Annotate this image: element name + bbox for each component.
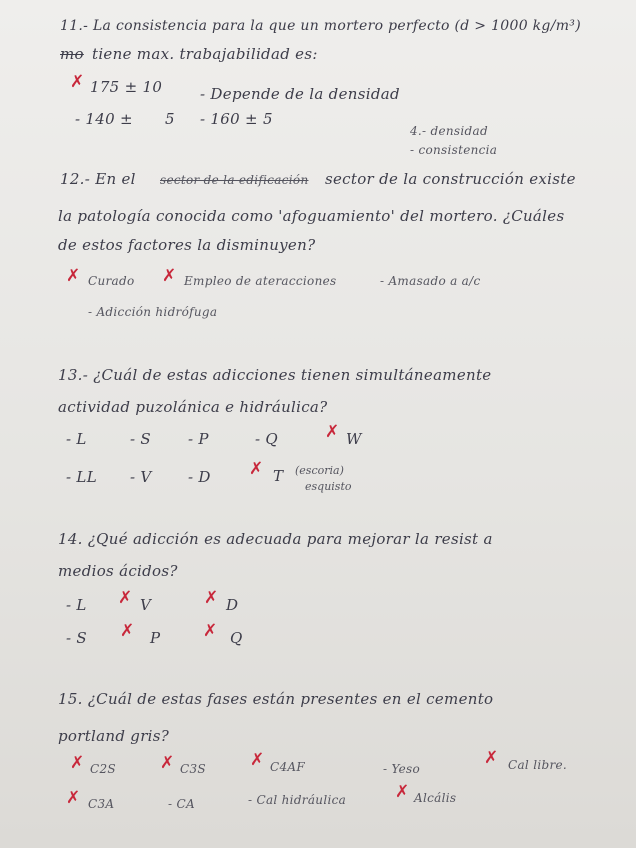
q15-alcalis-cross: ✗ (395, 782, 410, 802)
q11-opt1-note: - Depende de la densidad (200, 85, 400, 103)
q14-row1-l: - L (66, 596, 87, 614)
q13-row2-v: - V (130, 468, 152, 486)
q11-note1: 4.- densidad (410, 124, 488, 138)
q11-line2-struck: mo (60, 45, 84, 63)
q13-row2-ll: - LL (66, 468, 97, 486)
q15-line2: portland gris? (58, 727, 170, 745)
q14-p-cross: ✗ (120, 621, 135, 641)
q14-row2-s: - S (66, 629, 88, 647)
q12-opt2-cross: ✗ (162, 266, 177, 286)
q12-line1-a: 12.- En el (60, 170, 136, 188)
q12-line3: de estos factores la disminuyen? (58, 236, 316, 254)
q15-line1: 15. ¿Cuál de estas fases están presentes en el cemento (58, 690, 494, 708)
q12-opt4: - Adicción hidrófuga (88, 305, 218, 319)
q15-yeso: - Yeso (383, 762, 421, 776)
q11-opt2: - 140 ± (75, 110, 133, 128)
q15-c2s-cross: ✗ (70, 753, 85, 773)
q15-c4af: C4AF (270, 760, 306, 774)
q14-d-cross: ✗ (204, 588, 219, 608)
q13-row2-d: - D (188, 468, 211, 486)
q12-opt3: - Amasado a a/c (380, 274, 481, 288)
q12-opt2: Empleo de ateracciones (184, 274, 337, 288)
q15-cal-hidraulica: - Cal hidráulica (248, 793, 347, 807)
q13-row1-p: - P (188, 430, 209, 448)
q13-line1: 13.- ¿Cuál de estas adicciones tienen simultáneamente (58, 366, 492, 384)
q12-line1-struck: sector de la edificación (160, 173, 309, 187)
q11-opt1: 175 ± 10 (90, 78, 163, 96)
q11-note2: - consistencia (410, 143, 498, 157)
q13-line2: actividad puzolánica e hidráulica? (58, 398, 328, 416)
q11-opt1-cross: ✗ (70, 72, 85, 92)
q15-c4af-cross: ✗ (250, 750, 265, 770)
q15-c3s: C3S (180, 762, 206, 776)
q15-cal-libre-cross: ✗ (484, 748, 499, 768)
q14-row2-q: Q (230, 629, 243, 647)
q14-row1-d: D (226, 596, 239, 614)
q15-c3a-cross: ✗ (66, 788, 81, 808)
q13-row2-t: T (273, 467, 284, 485)
q15-c2s: C2S (90, 762, 116, 776)
q15-c3a: C3A (88, 797, 115, 811)
q14-line2: medios ácidos? (58, 562, 178, 580)
q12-opt1-cross: ✗ (66, 266, 81, 286)
q13-w-cross: ✗ (325, 422, 340, 442)
q15-cal-libre: Cal libre. (508, 758, 567, 772)
q12-opt1: Curado (88, 274, 135, 288)
q12-line2: la patología conocida como 'afoguamiento' del mortero. ¿Cuáles (58, 207, 565, 225)
q13-note-esquisto: esquisto (305, 480, 352, 493)
q11-opt2b: 5 (165, 110, 175, 128)
q13-t-cross: ✗ (249, 459, 264, 479)
q13-row1-q: - Q (255, 430, 279, 448)
q11-line2: tiene max. trabajabilidad es: (92, 45, 318, 63)
q13-row1-l: - L (66, 430, 87, 448)
q14-row2-p: P (150, 629, 161, 647)
q14-v-cross: ✗ (118, 588, 133, 608)
q12-line1-b: sector de la construcción existe (325, 170, 576, 188)
q13-row1-s: - S (130, 430, 152, 448)
q11-opt3: - 160 ± 5 (200, 110, 273, 128)
q13-note-escoria: (escoria) (295, 464, 344, 477)
q15-ca: - CA (168, 797, 195, 811)
q14-row1-v: V (140, 596, 152, 614)
q14-line1: 14. ¿Qué adicción es adecuada para mejorar la resist a (58, 530, 493, 548)
q14-q-cross: ✗ (203, 621, 218, 641)
q11-line1: 11.- La consistencia para la que un mortero perfecto (d > 1000 kg/m³) (60, 18, 581, 34)
q15-c3s-cross: ✗ (160, 753, 175, 773)
q15-alcalis: Alcális (414, 791, 457, 805)
q13-row1-w: W (346, 430, 362, 448)
